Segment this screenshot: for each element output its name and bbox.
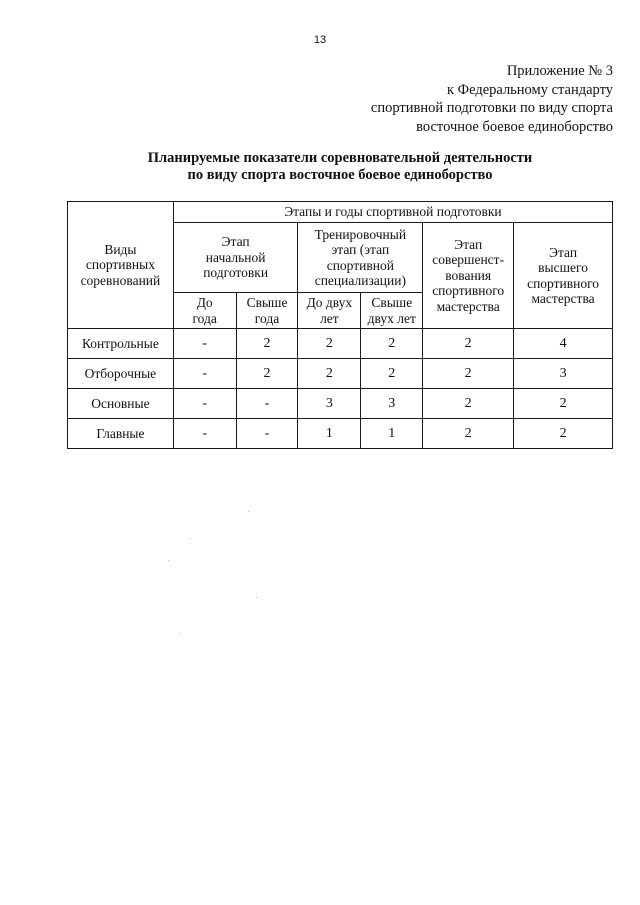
table-row [68,389,613,419]
appendix-line: Приложение № 3 [506,63,613,79]
table-cell: 2 [298,359,361,389]
header-competition-kinds: Виды спортивных соревнований [68,202,174,329]
table-cell: 2 [361,329,423,359]
header-up-to-year: До года [173,293,236,329]
table-cell: 1 [361,419,423,449]
table-cell: - [173,419,236,449]
header-stages-group: Этапы и годы спортивной подготовки [173,202,612,223]
table-cell: - [236,389,298,419]
table-row [68,329,613,359]
row-label: Главные [68,419,174,449]
header-over-two-years: Свыше двух лет [361,293,423,329]
table-cell: 2 [514,419,613,449]
table-cell: - [236,419,298,449]
appendix-note [371,62,613,136]
row-label: Основные [68,389,174,419]
header-training-stage: Тренировочный этап (этап спортивной специализации) [298,223,423,293]
header-improvement-stage: Этап совершенст- вования спортивного мастерства [423,223,514,329]
table-cell: 3 [514,359,613,389]
header-initial-stage: Этап начальной подготовки [173,223,298,293]
table-cell: 4 [514,329,613,359]
table-cell: 3 [298,389,361,419]
header-higher-stage: Этап высшего спортивного мастерства [514,223,613,329]
scan-speck [180,633,181,634]
table-cell: 3 [361,389,423,419]
scan-speck [248,511,249,512]
table-cell: 2 [298,329,361,359]
table-cell: 2 [423,359,514,389]
appendix-line: восточное боевое единоборство [416,118,613,135]
competition-indicators-table [67,201,613,449]
appendix-line: спортивной подготовки по виду спорта [370,100,613,116]
header-over-year: Свыше года [236,293,298,329]
table-cell: - [173,359,236,389]
document-title [0,150,640,184]
table-row [68,419,613,449]
table-cell: 2 [236,329,298,359]
row-label: Отборочные [68,359,174,389]
table-cell: 2 [514,389,613,419]
table-cell: 2 [423,419,514,449]
scan-speck [256,597,257,598]
page-number: 13 [313,34,327,46]
table-cell: 1 [298,419,361,449]
table-cell: - [173,329,236,359]
header-up-to-two-years: До двух лет [298,293,361,329]
title-line: Планируемые показатели соревновательной деятельности [147,150,533,166]
table-row [68,359,613,389]
scan-speck [168,560,169,561]
title-line: по виду спорта восточное боевое единоборство [187,167,493,183]
table-cell: 2 [361,359,423,389]
row-label: Контрольные [68,329,174,359]
table-cell: 2 [236,359,298,389]
table-cell: 2 [423,389,514,419]
table-cell: - [173,389,236,419]
appendix-line: к Федеральному стандарту [446,81,613,98]
scan-speck [190,538,191,539]
table-cell: 2 [423,329,514,359]
